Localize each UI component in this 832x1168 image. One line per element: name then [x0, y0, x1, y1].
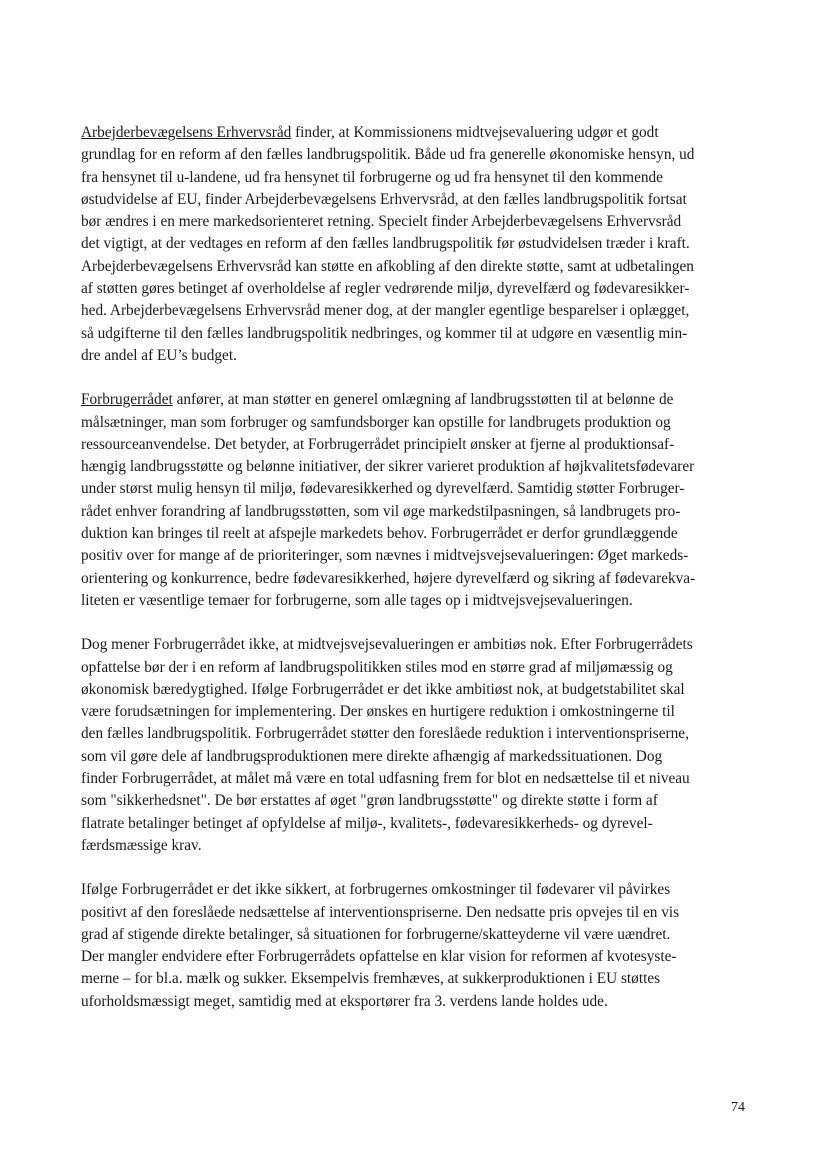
text-line: Arbejderbevægelsens Erhvervsråd kan støtte en afkobling af den direkte støtte, samt at udbetalingen [81, 257, 694, 275]
text-line: merne – for bl.a. mælk og sukker. Eksempelvis fremhæves, at sukkerproduktionen i EU støttes [81, 970, 661, 988]
text-line: liteten er væsentlige temaer for forbrugerne, som alle tages op i midtvejsvejsevalueringen. [81, 591, 633, 609]
text-line: duktion kan bringes til reelt at afspejle markedets behov. Forbrugerrådet er derfor grundlæggende [81, 525, 678, 543]
paragraph-ambition [81, 634, 761, 857]
text-line: orientering og konkurrence, bedre fødevaresikkerhed, højere dyrevelfærd og sikring af fødevarekva- [81, 569, 696, 587]
text-line: som "sikkerhedsnet". De bør erstattes af øget "grøn landbrugsstøtte" og direkte støtte i form af [81, 792, 658, 810]
text-line: den fælles landbrugspolitik. Forbrugerrådet støtter den foreslåede reduktion i interventionspriserne, [81, 725, 689, 743]
text-line: færdsmæssige krav. [81, 836, 202, 854]
text-line: hed. Arbejderbevægelsens Erhvervsråd mener dog, at der mangler egentlige besparelser i oplægget, [81, 302, 690, 320]
text-line: finder Forbrugerrådet, at målet må være en total udfasning frem for blot en nedsættelse til et niveau [81, 770, 690, 788]
text-line: positiv over for mange af de prioriteringer, som nævnes i midtvejsvejsevalueringen: Øget markeds- [81, 547, 689, 565]
text-line: Ifølge Forbrugerrådet er det ikke sikkert, at forbrugernes omkostninger til fødevarer vil påvirkes [81, 881, 671, 899]
paragraph-consumer-costs [81, 879, 761, 1013]
text-line: hængig landbrugsstøtte og belønne initiativer, der sikrer varieret produktion af højkvalitetsfødevarer [81, 458, 695, 476]
text-line: målsætninger, man som forbruger og samfundsborger kan opstille for landbrugets produktion og [81, 413, 671, 431]
body-text [81, 122, 761, 1035]
text-line: så udgifterne til den fælles landbrugspolitik nedbringes, og kommer til at udgøre en væsentlig min- [81, 324, 688, 342]
text-line: Dog mener Forbrugerrådet ikke, at midtvejsvejsevalueringen er ambitiøs nok. Efter Forbrugerrådets [81, 636, 693, 654]
text-line: bør ændres i en mere markedsorienteret retning. Specielt finder Arbejderbevægelsens Erhvervsråd [81, 213, 682, 231]
text-line: Forbrugerrådet anfører, at man støtter en generel omlægning af landbrugsstøtten til at belønne de [81, 391, 674, 409]
text-line: uforholdsmæssigt meget, samtidig med at eksportører fra 3. verdens lande holdes ude. [81, 992, 608, 1010]
text-line: flatrate betalinger betinget af opfyldelse af miljø-, kvalitets-, fødevaresikkerheds- og dyrevel- [81, 814, 653, 832]
organization-name: Arbejderbevægelsens Erhvervsråd [81, 124, 292, 141]
text-line: opfattelse bør der i en reform af landbrugspolitikken stiles mod en større grad af miljømæssig og [81, 658, 673, 676]
text-line: rådet enhver forandring af landbrugsstøtten, som vil øge markedstilpasningen, så landbrugets pro- [81, 502, 681, 520]
page-number: 74 [731, 1100, 745, 1115]
organization-name: Forbrugerrådet [81, 391, 173, 409]
text-line: under størst mulig hensyn til miljø, fødevaresikkerhed og dyrevelfærd. Samtidig støtter Forbruger- [81, 480, 685, 498]
text-line: østudvidelse af EU, finder Arbejderbevægelsens Erhvervsråd, at den fælles landbrugspolitik fortsat [81, 190, 687, 208]
text-line: grundlag for en reform af den fælles landbrugspolitik. Både ud fra generelle økonomiske hensyn, ud [81, 146, 695, 164]
paragraph-arbejderbevaegelsen [81, 122, 761, 367]
text-line: Der mangler endvidere efter Forbrugerrådets opfattelse en klar vision for reformen af kvotesyste- [81, 948, 677, 966]
text-line: grad af stigende direkte betalinger, så situationen for forbrugerne/skatteyderne vil være uændret. [81, 925, 671, 943]
text-line: økonomisk bæredygtighed. Ifølge Forbrugerrådet er det ikke ambitiøst nok, at budgetstabilitet skal [81, 680, 685, 698]
text-line: positivt af den foreslåede nedsættelse af interventionspriserne. Den nedsatte pris opvejes til en vis [81, 903, 680, 921]
text-line: fra hensynet til u-landene, ud fra hensynet til forbrugerne og ud fra hensynet til den kommende [81, 168, 663, 186]
text-line: som vil gøre dele af landbrugsproduktionen mere direkte afhængig af markedssituationen. Dog [81, 747, 663, 765]
text-line: dre andel af EU’s budget. [81, 346, 237, 364]
text-line: Arbejderbevægelsens Erhvervsråd finder, at Kommissionens midtvejsevaluering udgør et godt [81, 124, 659, 141]
text-line: ressourceanvendelse. Det betyder, at Forbrugerrådet principielt ønsker at fjerne al produktionsaf- [81, 435, 675, 453]
text-line: af støtten gøres betinget af overholdelse af regler vedrørende miljø, dyrevelfærd og fødevaresikker- [81, 280, 690, 298]
text-line: det vigtigt, at der vedtages en reform af den fælles landbrugspolitik før østudvidelsen træder i kraft. [81, 235, 690, 253]
text-line: være forudsætningen for implementering. Der ønskes en hurtigere reduktion i omkostningerne til [81, 703, 675, 721]
paragraph-forbrugerraadet [81, 389, 761, 612]
